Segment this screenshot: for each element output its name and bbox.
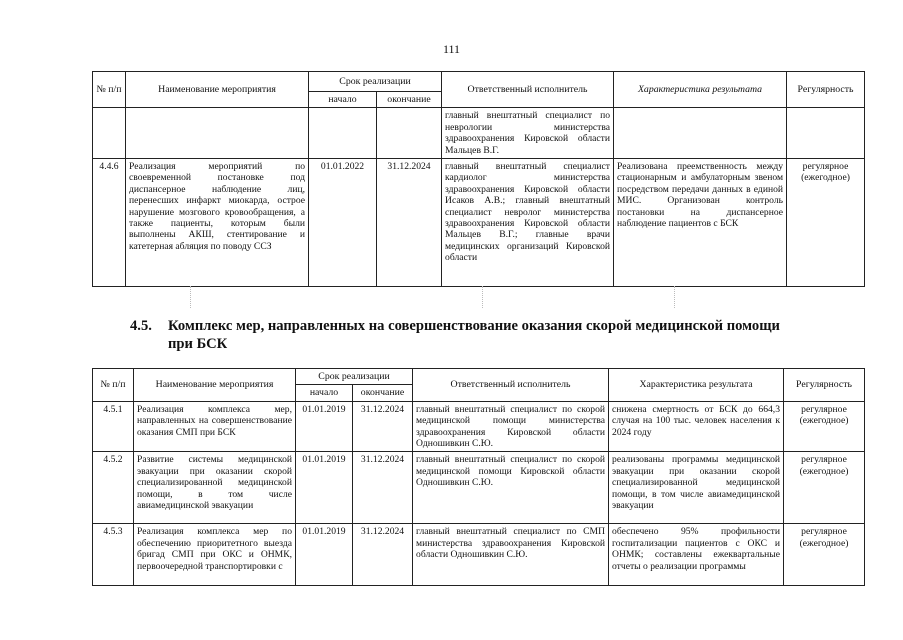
cell-regularity: регулярное (ежегодное) bbox=[784, 524, 865, 586]
cell-start: 01.01.2022 bbox=[309, 159, 377, 287]
cell-responsible: главный внештатный специалист по скорой медицинской помощи министерства здравоохранения Кировской области Одношивкин С.Ю. bbox=[413, 401, 609, 452]
cell-num: 4.5.3 bbox=[93, 524, 134, 586]
cell-start: 01.01.2019 bbox=[296, 524, 353, 586]
header-num: № п/п bbox=[93, 369, 134, 402]
header-period: Срок реализации bbox=[309, 72, 442, 92]
cell-responsible: главный внештатный специалист по скорой медицинской помощи Кировской области Одношивкин С.Ю. bbox=[413, 452, 609, 524]
section-number: 4.5. bbox=[130, 318, 152, 334]
table-row bbox=[93, 452, 865, 524]
section-title bbox=[130, 317, 860, 353]
header-end: окончание bbox=[377, 92, 442, 108]
header-result: Характеристика результата bbox=[609, 369, 784, 402]
cell-responsible: главный внештатный специалист кардиолог министерства здравоохранения Кировской области Исаков А.В.; главный внештатный специалист невролог министерства здравоохранения Кировской области Мальцев В.Г.; главные врачи медицинских организаций Кировской области bbox=[442, 159, 614, 287]
header-regularity: Регулярность bbox=[787, 72, 865, 108]
scan-artifact bbox=[674, 286, 676, 308]
cell-result: реализованы программы медицинской эвакуации при оказании скорой специализированной медицинской помощи, в том числе авиамедицинской эвакуации bbox=[609, 452, 784, 524]
cell-end: 31.12.2024 bbox=[353, 401, 413, 452]
cell-num: 4.4.6 bbox=[93, 159, 126, 287]
cell-result: снижена смертность от БСК до 664,3 случая на 100 тыс. человек населения к 2024 году bbox=[609, 401, 784, 452]
header-responsible: Ответственный исполнитель bbox=[442, 72, 614, 108]
cell-name: Реализация комплекса мер, направленных на совершенствование оказания СМП при БСК bbox=[134, 401, 296, 452]
header-end: окончание bbox=[353, 385, 413, 401]
cell-start: 01.01.2019 bbox=[296, 452, 353, 524]
cell-regularity: регулярное (ежегодное) bbox=[784, 452, 865, 524]
cell-name: Реализация мероприятий по своевременной постановке под диспансерное наблюдение лиц, перенесших инфаркт миокарда, острое нарушение мозгового кровообращения, а также пациенты, которым были выполнены АКШ, стентирование и катетерная абляция по поводу ССЗ bbox=[126, 159, 309, 287]
cell-start: 01.01.2019 bbox=[296, 401, 353, 452]
cell-end: 31.12.2024 bbox=[353, 524, 413, 586]
header-name: Наименование мероприятия bbox=[134, 369, 296, 402]
measures-table-4-5 bbox=[92, 368, 865, 586]
cell-regularity: регулярное (ежегодное) bbox=[787, 159, 865, 287]
cell-name: Реализация комплекса мер по обеспечению приоритетного выезда бригад СМП при ОКС и ОНМК, первоочередной транспортировки с bbox=[134, 524, 296, 586]
page-number: 111 bbox=[442, 42, 461, 56]
scan-artifact bbox=[190, 286, 192, 308]
header-start: начало bbox=[296, 385, 353, 401]
header-num: № п/п bbox=[93, 72, 126, 108]
header-period: Срок реализации bbox=[296, 369, 413, 385]
cell-result: Реализована преемственность между стационарным и амбулаторным звеном посредством передачи данных в единой МИС. Организован контроль постановки на диспансерное наблюдение пациентов с БСК bbox=[614, 159, 787, 287]
cell-end: 31.12.2024 bbox=[353, 452, 413, 524]
header-name: Наименование мероприятия bbox=[126, 72, 309, 108]
cell-end: 31.12.2024 bbox=[377, 159, 442, 287]
table-row bbox=[93, 401, 865, 452]
section-title-line1: Комплекс мер, направленных на совершенствование оказания скорой медицинской помощи bbox=[168, 318, 780, 334]
table-row bbox=[93, 524, 865, 586]
header-responsible: Ответственный исполнитель bbox=[413, 369, 609, 402]
header-start: начало bbox=[309, 92, 377, 108]
cell-regularity: регулярное (ежегодное) bbox=[784, 401, 865, 452]
header-result: Характеристика результата bbox=[614, 72, 787, 108]
header-regularity: Регулярность bbox=[784, 369, 865, 402]
table-row bbox=[93, 159, 865, 287]
section-title-line2: при БСК bbox=[168, 336, 228, 352]
cell-responsible: главный внештатный специалист по СМП министерства здравоохранения Кировской области Одношивкин С.Ю. bbox=[413, 524, 609, 586]
cell-num: 4.5.1 bbox=[93, 401, 134, 452]
scan-artifact bbox=[482, 286, 484, 308]
cell-name: Развитие системы медицинской эвакуации при оказании скорой специализированной медицинской помощи, в том числе авиамедицинской эвакуации bbox=[134, 452, 296, 524]
table-row bbox=[93, 108, 865, 159]
cell-result: обеспечено 95% профильности госпитализации пациентов с ОКС и ОНМК; составлены ежеквартальные отчеты о реализации программы bbox=[609, 524, 784, 586]
measures-table-4-4 bbox=[92, 71, 865, 287]
cell-num: 4.5.2 bbox=[93, 452, 134, 524]
cell-responsible: главный внештатный специалист по неврологии министерства здравоохранения Кировской области Мальцев В.Г. bbox=[442, 108, 614, 159]
